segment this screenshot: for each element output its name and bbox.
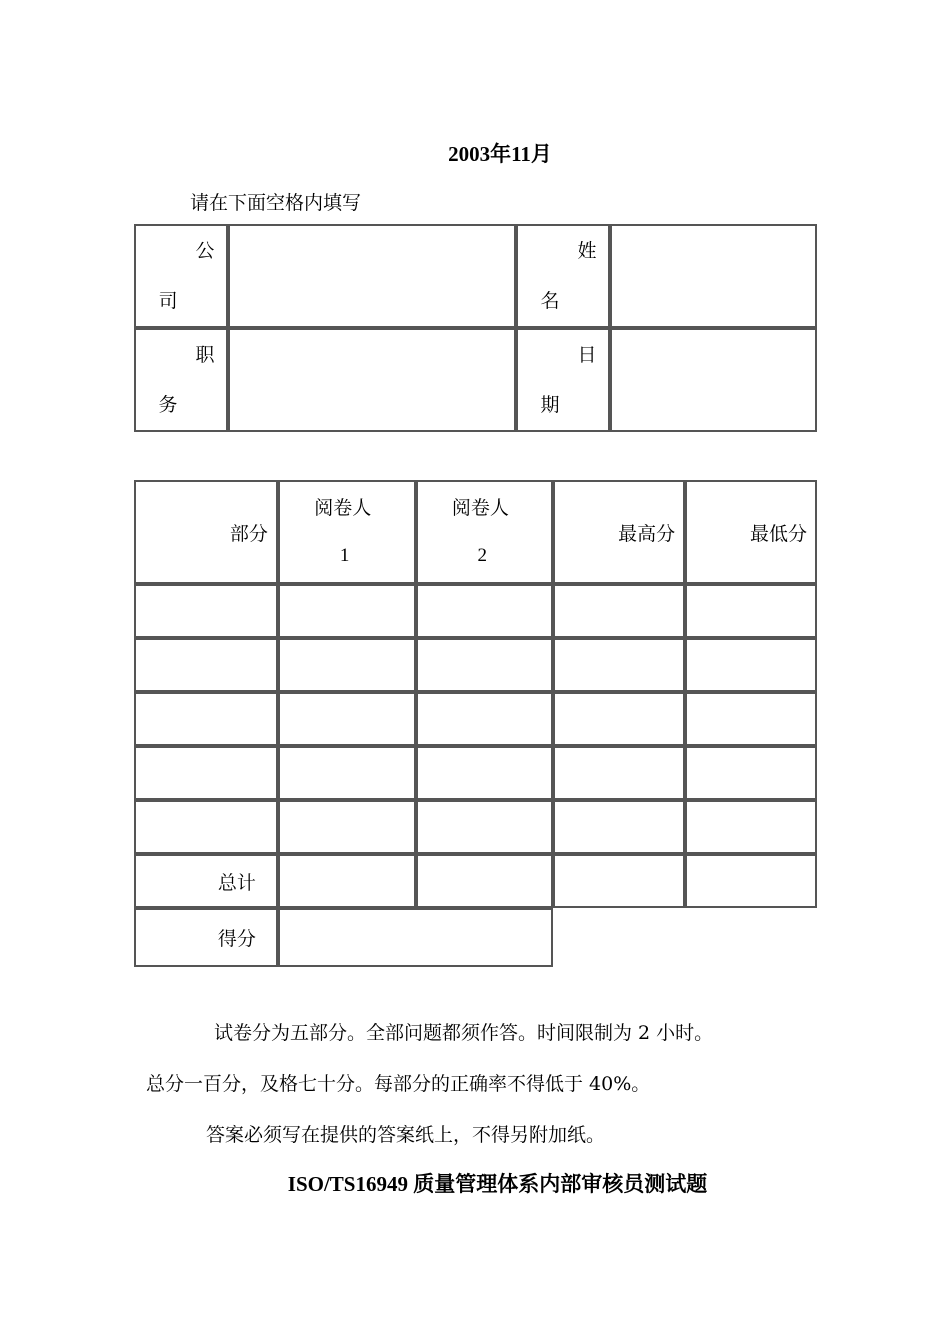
score-table (134, 480, 817, 967)
exam-note-line-2: 总分一百分，及格七十分。每部分的正确率不得低于 40%。 (146, 1073, 651, 1095)
section-cell[interactable] (134, 800, 278, 854)
table-row (134, 800, 817, 854)
reader1-total-cell[interactable] (278, 854, 416, 908)
reader1-cell[interactable] (278, 638, 416, 692)
fill-instruction: 请在下面空格内填写 (190, 192, 362, 214)
min-cell[interactable] (685, 638, 817, 692)
min-cell[interactable] (685, 692, 817, 746)
max-cell[interactable] (553, 692, 685, 746)
reader1-header: 阅卷人 1 (278, 480, 416, 584)
min-score-header: 最低分 (685, 480, 817, 584)
date-label: 日 期 (516, 328, 610, 432)
reader1-cell[interactable] (278, 800, 416, 854)
candidate-info-form (134, 224, 817, 432)
exam-date: 2003年11月 (448, 142, 552, 166)
total-label: 总计 (134, 854, 278, 908)
reader1-cell[interactable] (278, 692, 416, 746)
reader2-cell[interactable] (416, 746, 554, 800)
exam-note-line-1: 试卷分为五部分。全部问题都须作答。时间限制为 2 小时。 (214, 1022, 714, 1044)
table-row (134, 692, 817, 746)
info-row (134, 328, 817, 432)
table-row (134, 638, 817, 692)
section-cell[interactable] (134, 746, 278, 800)
reader2-cell[interactable] (416, 638, 554, 692)
exam-note-line-3: 答案必须写在提供的答案纸上，不得另附加纸。 (206, 1124, 606, 1146)
info-row (134, 224, 817, 328)
max-total-cell[interactable] (553, 854, 685, 908)
table-row (134, 746, 817, 800)
total-row (134, 854, 817, 908)
exam-title: ISO/TS16949 质量管理体系内部审核员测试题 (287, 1172, 708, 1196)
score-row (134, 908, 817, 967)
name-label: 姓 名 (516, 224, 610, 328)
section-cell[interactable] (134, 692, 278, 746)
reader2-cell[interactable] (416, 692, 554, 746)
position-field[interactable] (228, 328, 516, 432)
company-label: 公 司 (134, 224, 228, 328)
min-cell[interactable] (685, 800, 817, 854)
min-cell[interactable] (685, 746, 817, 800)
max-cell[interactable] (553, 638, 685, 692)
section-header: 部分 (134, 480, 278, 584)
position-label: 职 务 (134, 328, 228, 432)
max-cell[interactable] (553, 800, 685, 854)
max-score-header: 最高分 (553, 480, 685, 584)
name-field[interactable] (610, 224, 817, 328)
final-score-cell[interactable] (278, 908, 553, 967)
reader2-cell[interactable] (416, 800, 554, 854)
reader2-cell[interactable] (416, 584, 554, 638)
max-cell[interactable] (553, 584, 685, 638)
score-header-row (134, 480, 817, 584)
company-field[interactable] (228, 224, 516, 328)
reader2-header: 阅卷人 2 (416, 480, 554, 584)
min-cell[interactable] (685, 584, 817, 638)
min-total-cell[interactable] (685, 854, 817, 908)
score-label: 得分 (134, 908, 278, 967)
reader1-cell[interactable] (278, 746, 416, 800)
section-cell[interactable] (134, 584, 278, 638)
table-row (134, 584, 817, 638)
reader2-total-cell[interactable] (416, 854, 554, 908)
section-cell[interactable] (134, 638, 278, 692)
date-field[interactable] (610, 328, 817, 432)
reader1-cell[interactable] (278, 584, 416, 638)
max-cell[interactable] (553, 746, 685, 800)
